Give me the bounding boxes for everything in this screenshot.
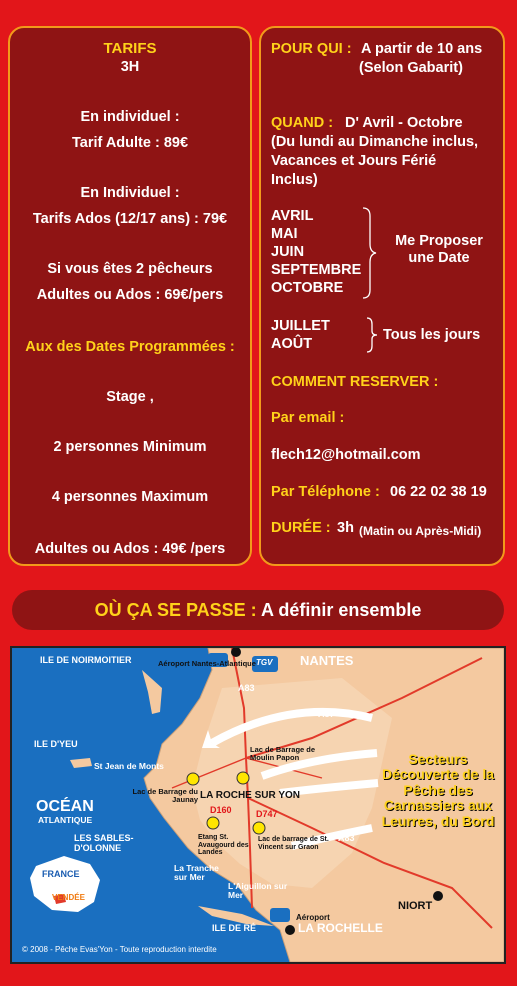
group1-note-line2: une Date [408, 250, 470, 266]
month: JUILLET [271, 318, 330, 334]
brace-icon [361, 206, 381, 300]
quand-line4: Inclus) [271, 172, 318, 188]
a87-label: A87 [318, 709, 335, 719]
st-jean-label: St Jean de Monts [94, 761, 164, 771]
niort-label: NIORT [398, 900, 433, 912]
ile-yeu-label: ILE D'YEU [34, 739, 78, 749]
email-value[interactable]: flech12@hotmail.com [271, 447, 421, 463]
two-fishers-price: Adultes ou Ados : 69€/pers [36, 287, 224, 303]
group2-note: Tous les jours [383, 327, 481, 343]
france-map [30, 856, 100, 912]
tgv-icon: TGV [256, 658, 273, 667]
stage-label: Stage , [106, 389, 154, 405]
month: AOÛT [271, 336, 313, 352]
month: AVRIL [271, 208, 314, 224]
banner-value: A définir ensemble [261, 600, 422, 620]
location-banner [12, 590, 504, 630]
month: MAI [271, 226, 298, 242]
duree-value: 3h [337, 520, 354, 536]
secteurs-label: Secteurs Découverte de la Pêche des Carnassiers aux Leurres, du Bord [381, 751, 495, 829]
individuel-label: En individuel : [80, 109, 180, 125]
banner-label: OÙ ÇA SE PASSE : [94, 600, 257, 620]
adulte-price: Tarif Adulte : 89€ [71, 135, 189, 151]
lac-jaunay-label: Lac de Barrage du Jaunay [132, 787, 198, 805]
duree-note: (Matin ou Après-Midi) [359, 524, 482, 538]
tarifs-duration: 3H [120, 59, 140, 75]
programmed-heading: Aux des Dates Programmées : [25, 339, 235, 355]
phone-value[interactable]: 06 22 02 38 19 [390, 484, 487, 500]
month: OCTOBRE [271, 280, 344, 296]
pour-qui-label: POUR QUI : [271, 41, 352, 57]
aiguillon-label: L'Aiguillon sur Mer [228, 881, 288, 901]
quand-line3: Vacances et Jours Férié [271, 153, 437, 169]
stage-price: Adultes ou Ados : 49€ /pers [34, 541, 226, 557]
two-fishers-label: Si vous êtes 2 pêcheurs [47, 261, 213, 277]
min-people: 2 personnes Minimum [53, 439, 207, 455]
copyright: © 2008 - Pêche Evas'Yon - Toute reproduction interdite [22, 945, 217, 954]
duree-label: DURÉE : [271, 520, 331, 536]
pour-qui-note: (Selon Gabarit) [359, 60, 463, 76]
nantes-label: NANTES [300, 653, 354, 668]
month: SEPTEMBRE [271, 262, 362, 278]
sables-label: LES SABLES-D'OLONNE [74, 833, 134, 853]
pour-qui-value: A partir de 10 ans [361, 41, 483, 57]
info-panel [259, 26, 505, 566]
atlantique-label: ATLANTIQUE [38, 815, 93, 825]
ile-yeu [70, 758, 92, 768]
ados-price: Tarifs Ados (12/17 ans) : 79€ [32, 211, 228, 227]
tarifs-title: TARIFS [103, 40, 157, 57]
individuel2-label: En Individuel : [80, 185, 180, 201]
tarifs-panel [8, 26, 252, 566]
a83-label: A83 [238, 683, 255, 693]
brace-icon [365, 316, 383, 354]
la-rochelle-label: LA ROCHELLE [298, 921, 383, 935]
d160-label: D160 [210, 805, 232, 815]
a83b-label: A83 [338, 833, 355, 843]
d747-label: D747 [256, 809, 278, 819]
quand-label: QUAND : [271, 115, 334, 131]
ile-noirmoutier-label: ILE DE NOIRMOITIER [40, 655, 132, 665]
france-label: FRANCE [42, 869, 80, 879]
comment-label: COMMENT RESERVER : [271, 374, 439, 390]
la-tranche-label: La Tranche sur Mer [174, 863, 219, 883]
month: JUIN [271, 244, 305, 260]
max-people: 4 personnes Maximum [51, 489, 209, 505]
group1-note-line1: Me Proposer [395, 233, 483, 249]
la-roche-label: LA ROCHE SUR YON [200, 790, 301, 801]
aeroport-nantes-label: Aéroport Nantes-Atlantique [158, 659, 256, 668]
ile-noirmoutier [142, 670, 162, 714]
lac-graon-label: Lac de barrage de St. Vincent sur Graon [258, 836, 329, 851]
quand-value: D' Avril - Octobre [345, 115, 463, 131]
ile-re-label: ILE DE RÉ [212, 923, 257, 933]
aeroport-label: Aéroport [296, 913, 330, 922]
lac-moulin-papon-label: Lac de Barrage de Moulin Papon [250, 745, 316, 763]
ocean-label: OCÉAN [36, 798, 94, 815]
email-label: Par email : [271, 410, 345, 426]
etang-label: Etang St. Avaugourd des Landes [198, 834, 249, 857]
quand-line2: (Du lundi au Dimanche inclus, [271, 134, 479, 150]
phone-label: Par Téléphone : [271, 484, 380, 500]
map [10, 646, 506, 964]
vendee-label: VENDÉE [52, 893, 85, 902]
